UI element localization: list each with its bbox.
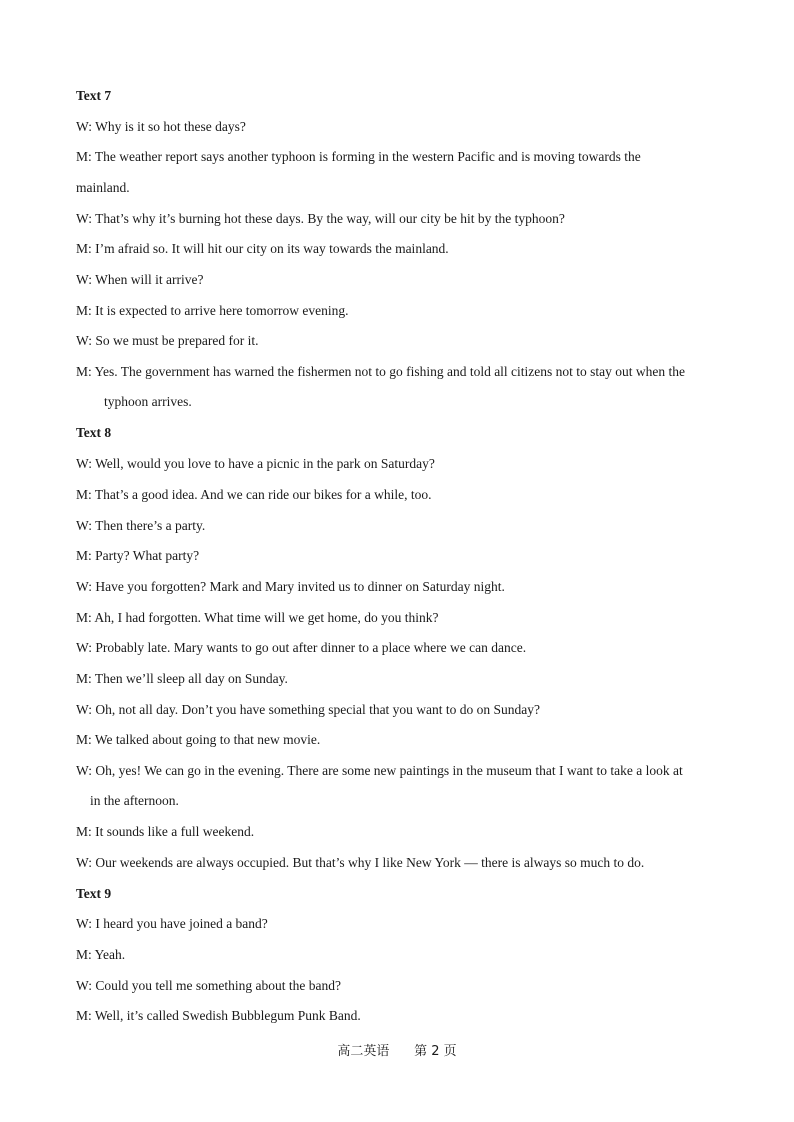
section-title: Text 9 (76, 885, 112, 901)
dialogue-line-continuation: mainland. (76, 179, 130, 195)
dialogue-line: M: We talked about going to that new movie. (76, 732, 321, 748)
dialogue-line: M: I’m afraid so. It will hit our city on its way towards the mainland. (76, 241, 449, 257)
page-footer (0, 1040, 794, 1059)
dialogue-line (76, 357, 719, 418)
dialogue-line: W: That’s why it’s burning hot these days. By the way, will our city be hit by the typhoon? (76, 210, 565, 226)
dialogue-line (76, 756, 719, 817)
dialogue-line (76, 142, 719, 203)
dialogue-line-text: W: Oh, yes! We can go in the evening. There are some new paintings in the museum that I want to take a look at (76, 762, 683, 778)
dialogue-line: M: Party? What party? (76, 548, 200, 564)
dialogue-line-continuation: in the afternoon. (90, 793, 179, 809)
dialogue-line: M: It is expected to arrive here tomorrow evening. (76, 302, 349, 318)
dialogue-line: W: Have you forgotten? Mark and Mary invited us to dinner on Saturday night. (76, 578, 505, 594)
dialogue-line: W: So we must be prepared for it. (76, 333, 259, 349)
dialogue-line: W: Well, would you love to have a picnic in the park on Saturday? (76, 456, 435, 472)
dialogue-line: M: It sounds like a full weekend. (76, 824, 255, 840)
section-title: Text 8 (76, 425, 112, 441)
section-title: Text 7 (76, 88, 112, 103)
footer-subject: 高二英语 (337, 1044, 390, 1059)
dialogue-line: W: Why is it so hot these days? (76, 118, 246, 134)
dialogue-line: W: Oh, not all day. Don’t you have something special that you want to do on Sunday? (76, 701, 541, 717)
dialogue-line-text: M: The weather report says another typhoon is forming in the western Pacific and is moving towards the (76, 148, 641, 164)
dialogue-line: W: Our weekends are always occupied. But that’s why I like New York — there is always so much to do. (76, 855, 645, 870)
dialogue-line: W: Probably late. Mary wants to go out after dinner to a place where we can dance. (76, 640, 527, 656)
dialogue-line: W: Could you tell me something about the band? (76, 977, 341, 993)
dialogue-line-text: M: Yes. The government has warned the fishermen not to go fishing and told all citizens not to stay out when the (76, 363, 686, 379)
dialogue-line: W: When will it arrive? (76, 272, 204, 288)
document-body (76, 84, 719, 1035)
dialogue-line: M: Well, it’s called Swedish Bubblegum Punk Band. (76, 1008, 361, 1024)
dialogue-line: M: Yeah. (76, 947, 126, 963)
dialogue-line: W: Then there’s a party. (76, 517, 206, 533)
dialogue-line-continuation: typhoon arrives. (104, 394, 192, 410)
footer-page-number: 第 2 页 (414, 1044, 457, 1059)
dialogue-line: M: That’s a good idea. And we can ride our bikes for a while, too. (76, 486, 432, 502)
dialogue-line: M: Then we’ll sleep all day on Sunday. (76, 670, 288, 686)
dialogue-line: M: Ah, I had forgotten. What time will we get home, do you think? (76, 609, 439, 625)
dialogue-line: W: I heard you have joined a band? (76, 916, 268, 932)
